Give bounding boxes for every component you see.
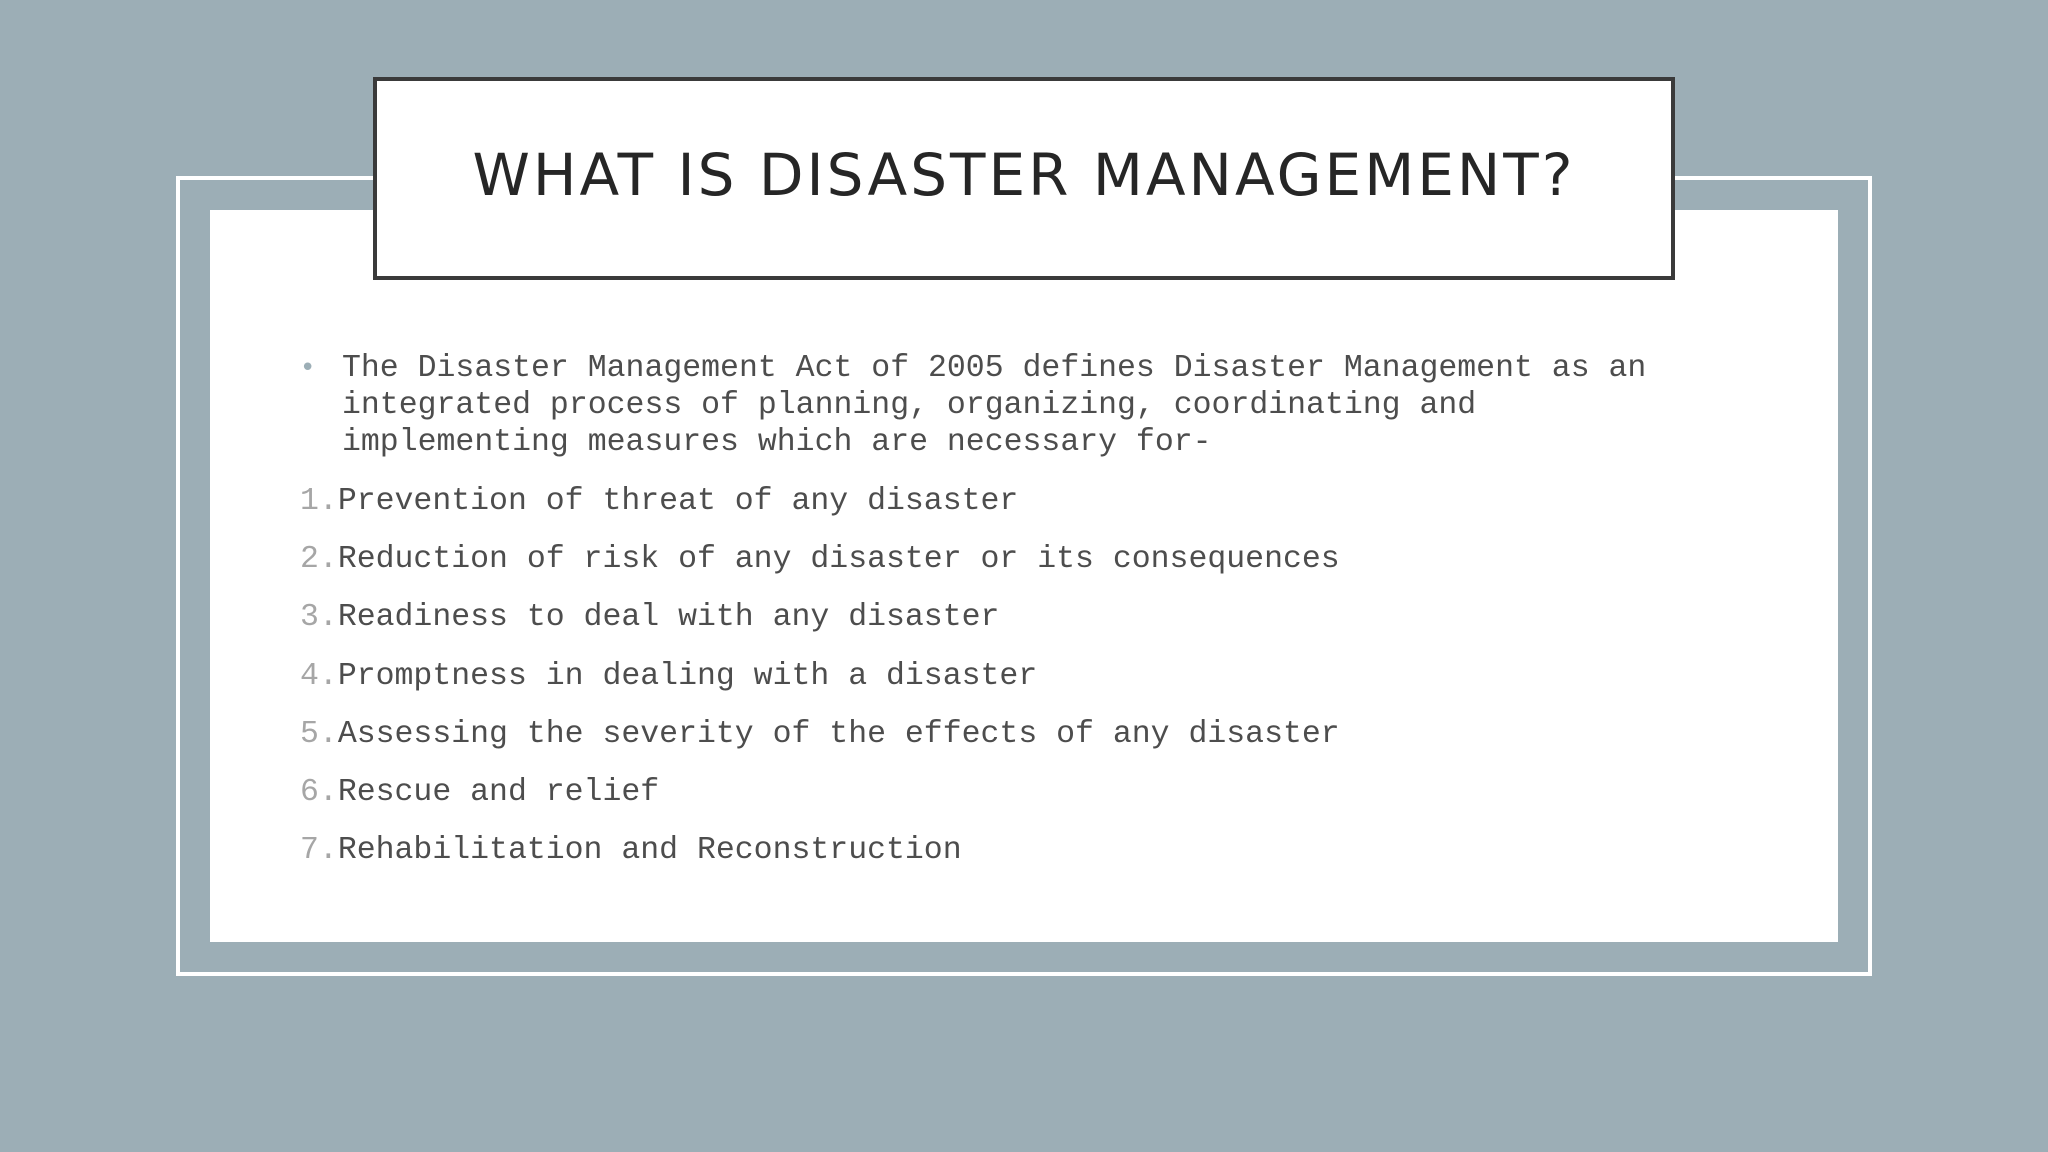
list-item	[300, 832, 1720, 890]
list-item-number: 2.	[300, 542, 338, 578]
slide-title: WHAT IS DISASTER MANAGEMENT?	[472, 140, 1576, 209]
bullet-dot-icon: •	[300, 353, 316, 383]
list-item-number: 7.	[300, 833, 338, 869]
list-item	[300, 541, 1720, 599]
list-item-number: 6.	[300, 774, 338, 810]
list-item-number: 5.	[300, 716, 338, 752]
list-item-text: Prevention of threat of any disaster	[337, 484, 1019, 519]
list-item-text: Rescue and relief	[337, 774, 660, 810]
list-item-number: 1.	[300, 484, 338, 519]
list-item-text: Assessing the severity of the effects of any disaster	[337, 716, 1340, 752]
list-item	[300, 774, 1720, 832]
list-item-number: 3.	[300, 600, 338, 636]
slide-body	[300, 350, 1720, 890]
list-item	[300, 483, 1720, 541]
list-item-text: Readiness to deal with any disaster	[337, 600, 1000, 636]
intro-text: The Disaster Management Act of 2005 defines Disaster Management as an integrated process of planning, organizing, coordinating and implementing measures which are necessary for-	[342, 351, 1647, 460]
list-item	[300, 599, 1720, 657]
intro-bullet	[300, 350, 1720, 461]
list-item	[300, 658, 1720, 716]
list-item	[300, 716, 1720, 774]
list-item-text: Rehabilitation and Reconstruction	[337, 833, 962, 869]
list-item-text: Promptness in dealing with a disaster	[337, 658, 1038, 694]
list-item-number: 4.	[300, 658, 338, 694]
title-box	[373, 77, 1675, 280]
list-item-text: Reduction of risk of any disaster or its consequences	[337, 542, 1340, 578]
